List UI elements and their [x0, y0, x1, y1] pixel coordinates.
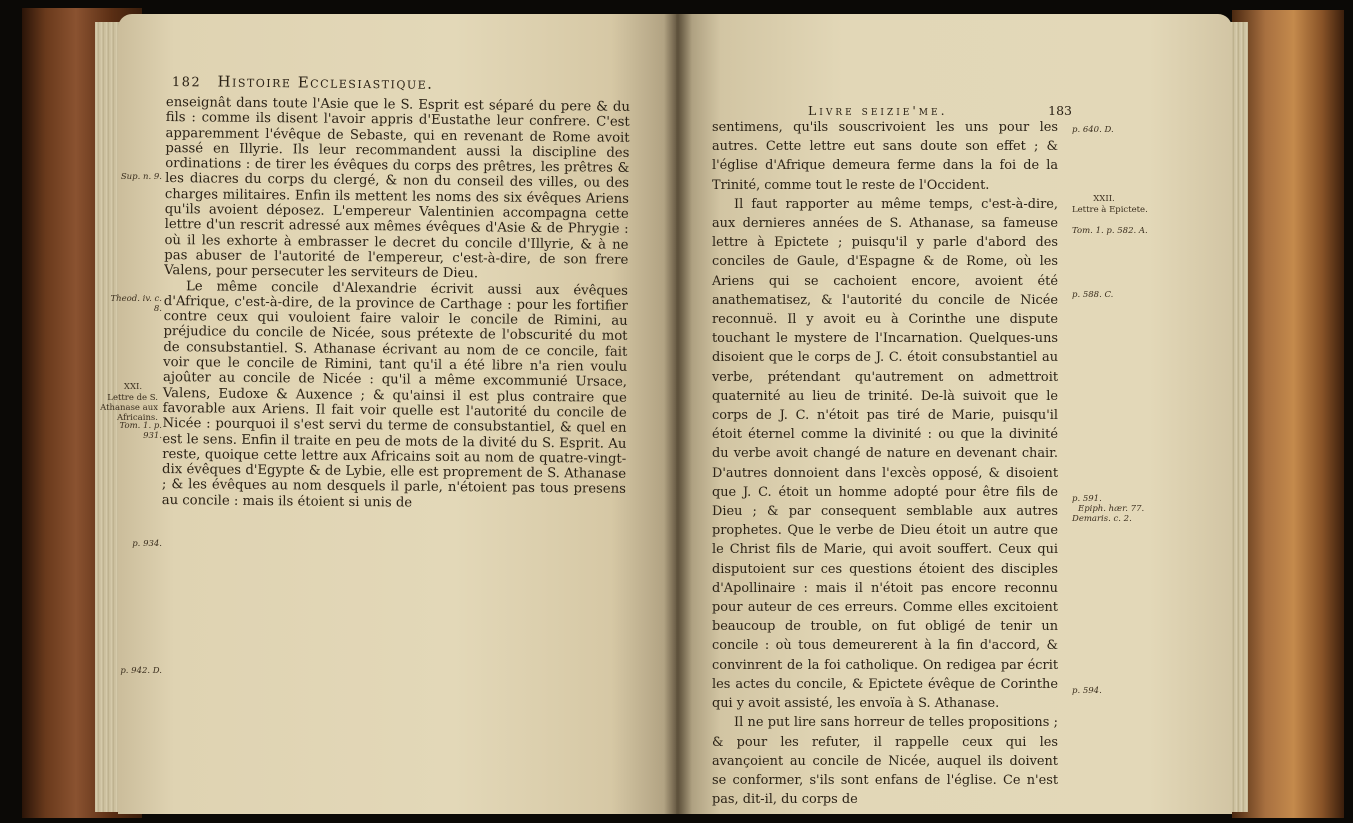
book-gutter [664, 14, 692, 814]
right-margin-note: p. 591. [1072, 494, 1102, 504]
left-margin-note: p. 942. D. [120, 666, 162, 676]
right-page-number: 183 [1048, 103, 1072, 118]
right-margin-note: Lettre à Epictete. [1072, 205, 1148, 215]
right-body-text [712, 118, 1058, 809]
left-margin-note: p. 934. [132, 539, 162, 549]
right-running-title: Livre seizie'me. [808, 103, 948, 118]
right-margin-note: p. 594. [1072, 686, 1102, 696]
left-running-title: Histoire Ecclesiastique. [217, 72, 434, 93]
left-margin-note: XXI. [123, 382, 143, 392]
right-margin-note: Epiph. hær. 77. [1078, 504, 1145, 514]
right-cover [1232, 10, 1344, 818]
left-margin-note: Tom. 1. p. 931. [119, 421, 162, 441]
right-margin-note: XXII. [1093, 194, 1115, 204]
left-margin-note: Sup. n. 9. [120, 172, 162, 182]
right-margin-note: Tom. 1. p. 582. A. [1072, 226, 1148, 236]
left-margin-note: Lettre de S. Athanase aux Africains. [100, 393, 158, 423]
right-paragraph-1: sentimens, qu'ils souscrivoient les uns pour les autres. Cette lettre eut sans doute son effet ; & l'église d'Afrique demeura ferme dans la foi de la Trinité, comme tout le reste de l'Occident. [712, 120, 1058, 193]
left-page-number: 182 [171, 74, 202, 91]
right-margin-note: p. 640. D. [1072, 125, 1114, 135]
left-margin-note: Theod. iv. c. 8. [110, 294, 162, 314]
left-body-text [162, 95, 630, 513]
left-paragraph-2: Le même concile d'Alexandrie écrivit aussi aux évêques d'Afrique, c'est-à-dire, de la province de Carthage : pour les fortifier contre ceux qui vouloient faire valoir le concile de Rimini, au préjudice du concile de Nicée, sous prétexte de l'obscurité du mot de consubstantiel. S. Athanase écrivant au nom de ce concile, fait voir que le concile de Rimini, tant qu'il a été libre n'a rien voulu ajoûter au concile de Nicée : qu'il a même excommunié Ursace, Valens, Eudoxe & Auxence ; & qu'ainsi il est plus contraire que favorable aux Ariens. Il fait voir quelle est l'autorité du concile de Nicée : pourquoi il s'est servi du terme de consubstantiel, & quel en est le sens. Enfin il traite en peu de mots de la divité du S. Esprit. Au reste, quoique cette lettre aux Africains soit au nom de quatre-vingt-dix évêques d'Egypte & de Lybie, elle est proprement de S. Athanase ; & les évêques au nom desquels il parle, n'étoient pas tous presens au concile : mais ils étoient si unis de [161, 278, 629, 511]
right-margin-note: p. 588. C. [1072, 290, 1114, 300]
right-paragraph-2: Il faut rapporter au même temps, c'est-à-dire, aux dernieres années de S. Athanase, sa fameuse lettre à Epictete ; puisqu'il y parle d'abord des conciles de Gaule, d'Espagne & de Rome, où les Ariens qui se cachoient encore, avoient été anathematisez, & l'autorité du concile de Nicée reconnuë. Il y avoit eu à Corinthe une dispute touchant le mystere de l'Incarnation. Quelques-uns disoient que le corps de J. C. étoit consubstantiel au verbe, prétendant qu'autrement on admettroit quaternité au lieu de trinité. De-là suivoit que le corps de J. C. n'étoit pas tiré de Marie, puisqu'il étoit éternel comme la divinité : ou que la divinité du verbe avoit changé de nature en devenant chair. D'autres donnoient dans l'excès opposé, & disoient que J. C. étoit un homme adopté pour être fils de Dieu ; & par consequent semblable aux autres prophetes. Que le verbe de Dieu étoit un autre que le Christ fils de Marie, qui avoit souffert. Ceux qui disputoient sur ces questions étoient des disciples d'Apollinaire : mais il n'étoit pas encore reconnu pour auteur de ces erreurs. Comme elles excitoient beaucoup de trouble, on fut obligé de tenir un concile : où tous demeurerent à la fin d'accord, & convinrent de la foi catholique. On redigea par écrit les actes du concile, & Epictete évêque de Corinthe qui y avoit assisté, les envoïa à S. Athanase. [712, 196, 1058, 712]
right-paragraph-3: Il ne put lire sans horreur de telles propositions ; & pour les refuter, il rappelle ceux qui les avançoient au concile de Nicée, auquel ils doivent se conformer, s'ils sont enfans de l'église. Ce n'est pas, dit-il, du corps de [712, 715, 1058, 808]
right-margin-note: Demaris. c. 2. [1072, 514, 1132, 524]
left-paragraph-1: enseignât dans toute l'Asie que le S. Esprit est séparé du pere & du fils : comme ils disent l'avoir appris d'Eustathe leur confrere. C'est apparemment l'évêque de Sebaste, qui en revenant de Rome avoit passé en Illyrie. Ils leur recommandent aussi la discipline des ordinations : de tirer les évêques du corps des prêtres, les prêtres & les diacres du corps du clergé, & non du conseil des villes, ou des charges militaires. Enfin ils mettent les noms des six évêques Ariens qu'ils avoient déposez. L'empereur Valentinien accompagna cette lettre d'un rescrit adressé aux mêmes évêques d'Asie & de Phrygie : où il les exhorte à embrasser le decret du concile d'Illyrie, & à ne pas abuser de l'autorité de l'empereur, c'est-à-dire, de son frere Valens, pour persecuter les serviteurs de Dieu. [164, 95, 630, 282]
right-running-head [808, 103, 1072, 118]
